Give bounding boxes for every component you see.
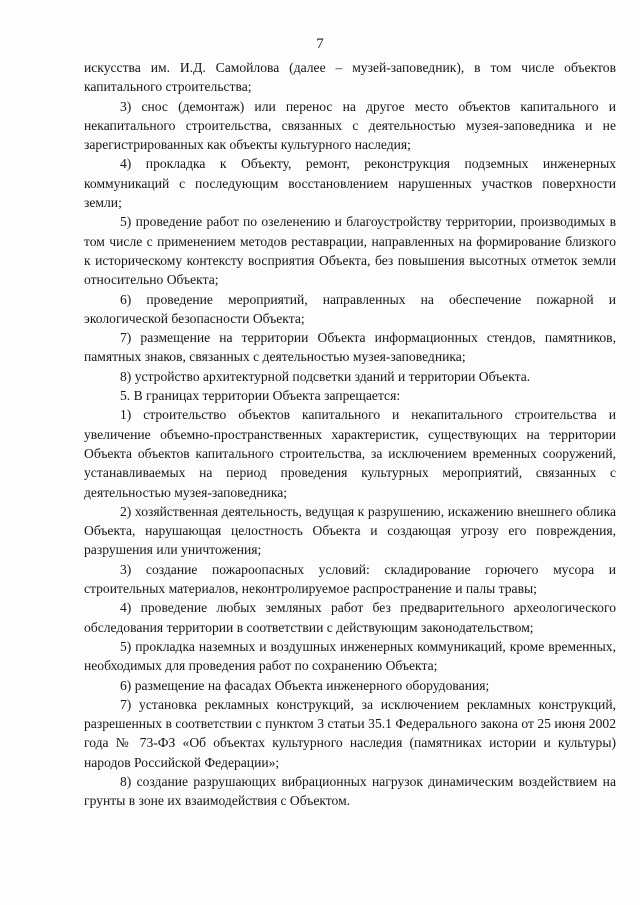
- paragraph-prohibited-7-advertising: 7) установка рекламных конструкций, за исключением рекламных конструкций, разрешенных в соответствии с пунктом 3 статьи 35.1 Федерального закона от 25 июня 2002 года № 73-ФЗ «Об объектах культурного наследия (памятниках истории и культуры) народов Российской Федерации»;: [84, 696, 616, 770]
- paragraph-item-5-landscaping: 5) проведение работ по озеленению и благоустройству территории, производимых в том числе с применением методов реставрации, направленных на формирование близкого к историческому контексту восприятия Объекта, без повышения высотных отметок земли относительно Объекта;: [84, 214, 616, 288]
- section-heading-5-prohibited: 5. В границах территории Объекта запрещается:: [120, 388, 401, 404]
- document-body: [84, 58, 616, 811]
- page-number: 7: [316, 36, 324, 52]
- paragraph-item-4-utilities: 4) прокладка к Объекту, ремонт, реконструкция подземных инженерных коммуникаций с последующим восстановлением нарушенных участков поверхности земли;: [84, 156, 616, 211]
- paragraph-prohibited-8-vibration: 8) создание разрушающих вибрационных нагрузок динамическим воздействием на грунты в зоне их взаимодействия с Объектом.: [84, 773, 616, 809]
- paragraph-item-7-info-stands: 7) размещение на территории Объекта информационных стендов, памятников, памятных знаков, связанных с деятельностью музея-заповедника;: [84, 330, 616, 365]
- paragraph-prohibited-1-construction: 1) строительство объектов капитального и некапитального строительства и увеличение объемно-пространственных характеристик, существующих на территории Объекта объектов капитального строительства, за исключением временных сооружений, устанавливаемых на период проведения культурных мероприятий, связанных с деятельностью музея-заповедника;: [84, 407, 616, 500]
- paragraph-prohibited-4-earthworks: 4) проведение любых земляных работ без предварительного археологического обследования территории в соответствии с действующим законодательством;: [84, 600, 616, 635]
- paragraph-prohibited-3-fire-hazard: 3) создание пожароопасных условий: складирование горючего мусора и строительных материалов, неконтролируемое распространение и палы травы;: [84, 561, 616, 597]
- paragraph-continuation: искусства им. И.Д. Самойлова (далее – музей-заповедник), в том числе объектов капитального строительства;: [84, 60, 616, 95]
- paragraph-prohibited-2-economic-activity: 2) хозяйственная деятельность, ведущая к разрушению, искажению внешнего облика Объекта, нарушающая целостность Объекта и создающая угрозу его повреждения, разрушения или уничтожения;: [84, 503, 616, 558]
- paragraph-item-3-demolition: 3) снос (демонтаж) или перенос на другое место объектов капитального и некапитального строительства, связанных с деятельностью музея-заповедника и не зарегистрированных как объекты культурного наследия;: [84, 98, 616, 153]
- paragraph-prohibited-6-facade-equipment: 6) размещение на фасадах Объекта инженерного оборудования;: [120, 677, 490, 693]
- paragraph-item-6-safety: 6) проведение мероприятий, направленных на обеспечение пожарной и экологической безопасности Объекта;: [84, 291, 616, 326]
- paragraph-item-8-lighting: 8) устройство архитектурной подсветки зданий и территории Объекта.: [120, 368, 531, 384]
- paragraph-prohibited-5-overhead-utilities: 5) прокладка наземных и воздушных инженерных коммуникаций, кроме временных, необходимых для проведения работ по сохранению Объекта;: [84, 638, 616, 674]
